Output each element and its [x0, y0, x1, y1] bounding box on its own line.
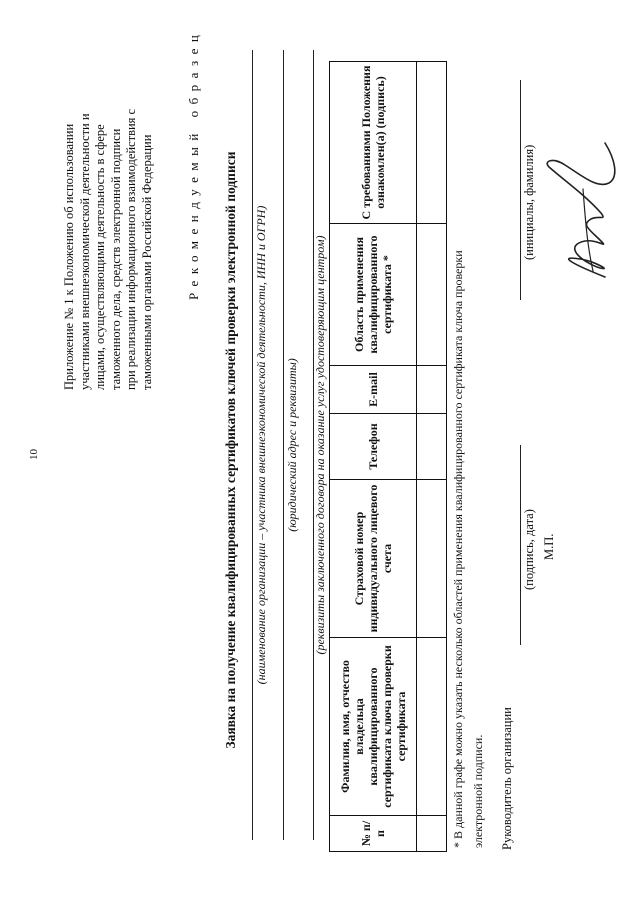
table-cell[interactable]: [417, 480, 447, 638]
stamp-placeholder: М.П.: [542, 533, 556, 560]
contract-caption: (реквизиты заключенного договора на оказание услуг удостоверяющим центром): [313, 235, 327, 655]
footnote-line: электронной подписи.: [471, 734, 485, 848]
page-number: 10: [28, 449, 40, 460]
annex-line: Приложение № 1 к Положению об использовании: [62, 123, 76, 390]
table-header-row: [330, 62, 417, 852]
table-row: [417, 62, 447, 852]
col-acknowledged: С требованиями Положения ознакомлен(а) (подпись): [330, 62, 417, 224]
handwritten-signature: [535, 135, 630, 285]
organization-fill-line: [252, 50, 253, 840]
table-cell[interactable]: [417, 366, 447, 414]
annex-line: таможенными органами Российской Федерации: [139, 134, 154, 390]
col-number: № п/п: [330, 816, 417, 852]
col-scope: Область применения квалифицированного сертификата *: [330, 224, 417, 366]
col-phone: Телефон: [330, 414, 417, 480]
col-email: E-mail: [330, 366, 417, 414]
name-caption: (инициалы, фамилия): [522, 144, 536, 260]
col-snils: Страховой номер индивидуального лицевого счета: [330, 480, 417, 638]
annex-line: таможенного дела, средств электронной подписи: [108, 128, 123, 390]
signature-date-line: [520, 445, 521, 645]
form-title: Заявка на получение квалифицированных сертификатов ключей проверки электронной подписи: [223, 151, 238, 749]
col-full-name: Фамилия, имя, отчество владельца квалифицированного сертификата ключа проверки сертификата: [330, 638, 417, 816]
footnote-line: * В данной графе можно указать несколько областей применения квалифицированного сертификата ключа проверки: [451, 250, 465, 848]
table-cell[interactable]: [417, 62, 447, 224]
annex-reference: [62, 10, 155, 390]
head-of-organization-label: Руководитель организации: [500, 707, 514, 850]
table-cell[interactable]: [417, 816, 447, 852]
sample-label: Рекомендуемый образец: [186, 28, 201, 300]
organization-caption: (наименование организации – участника внешнеэкономической деятельности, ИНН и ОГРН): [254, 205, 268, 685]
name-line: [520, 80, 521, 300]
signature-date-caption: (подпись, дата): [522, 509, 536, 590]
certificate-request-table: [329, 61, 447, 852]
table-cell[interactable]: [417, 414, 447, 480]
table-cell[interactable]: [417, 224, 447, 366]
footnote: [448, 48, 488, 848]
address-caption: (юридический адрес и реквизиты): [285, 358, 299, 532]
table-cell[interactable]: [417, 638, 447, 816]
annex-line: лицами, осуществляющими деятельность в сфере: [93, 124, 107, 390]
address-fill-line: [283, 50, 284, 840]
annex-line: участниками внешнеэкономической деятельности и: [77, 113, 92, 390]
annex-line: при реализации информационного взаимодействия с: [124, 108, 138, 390]
